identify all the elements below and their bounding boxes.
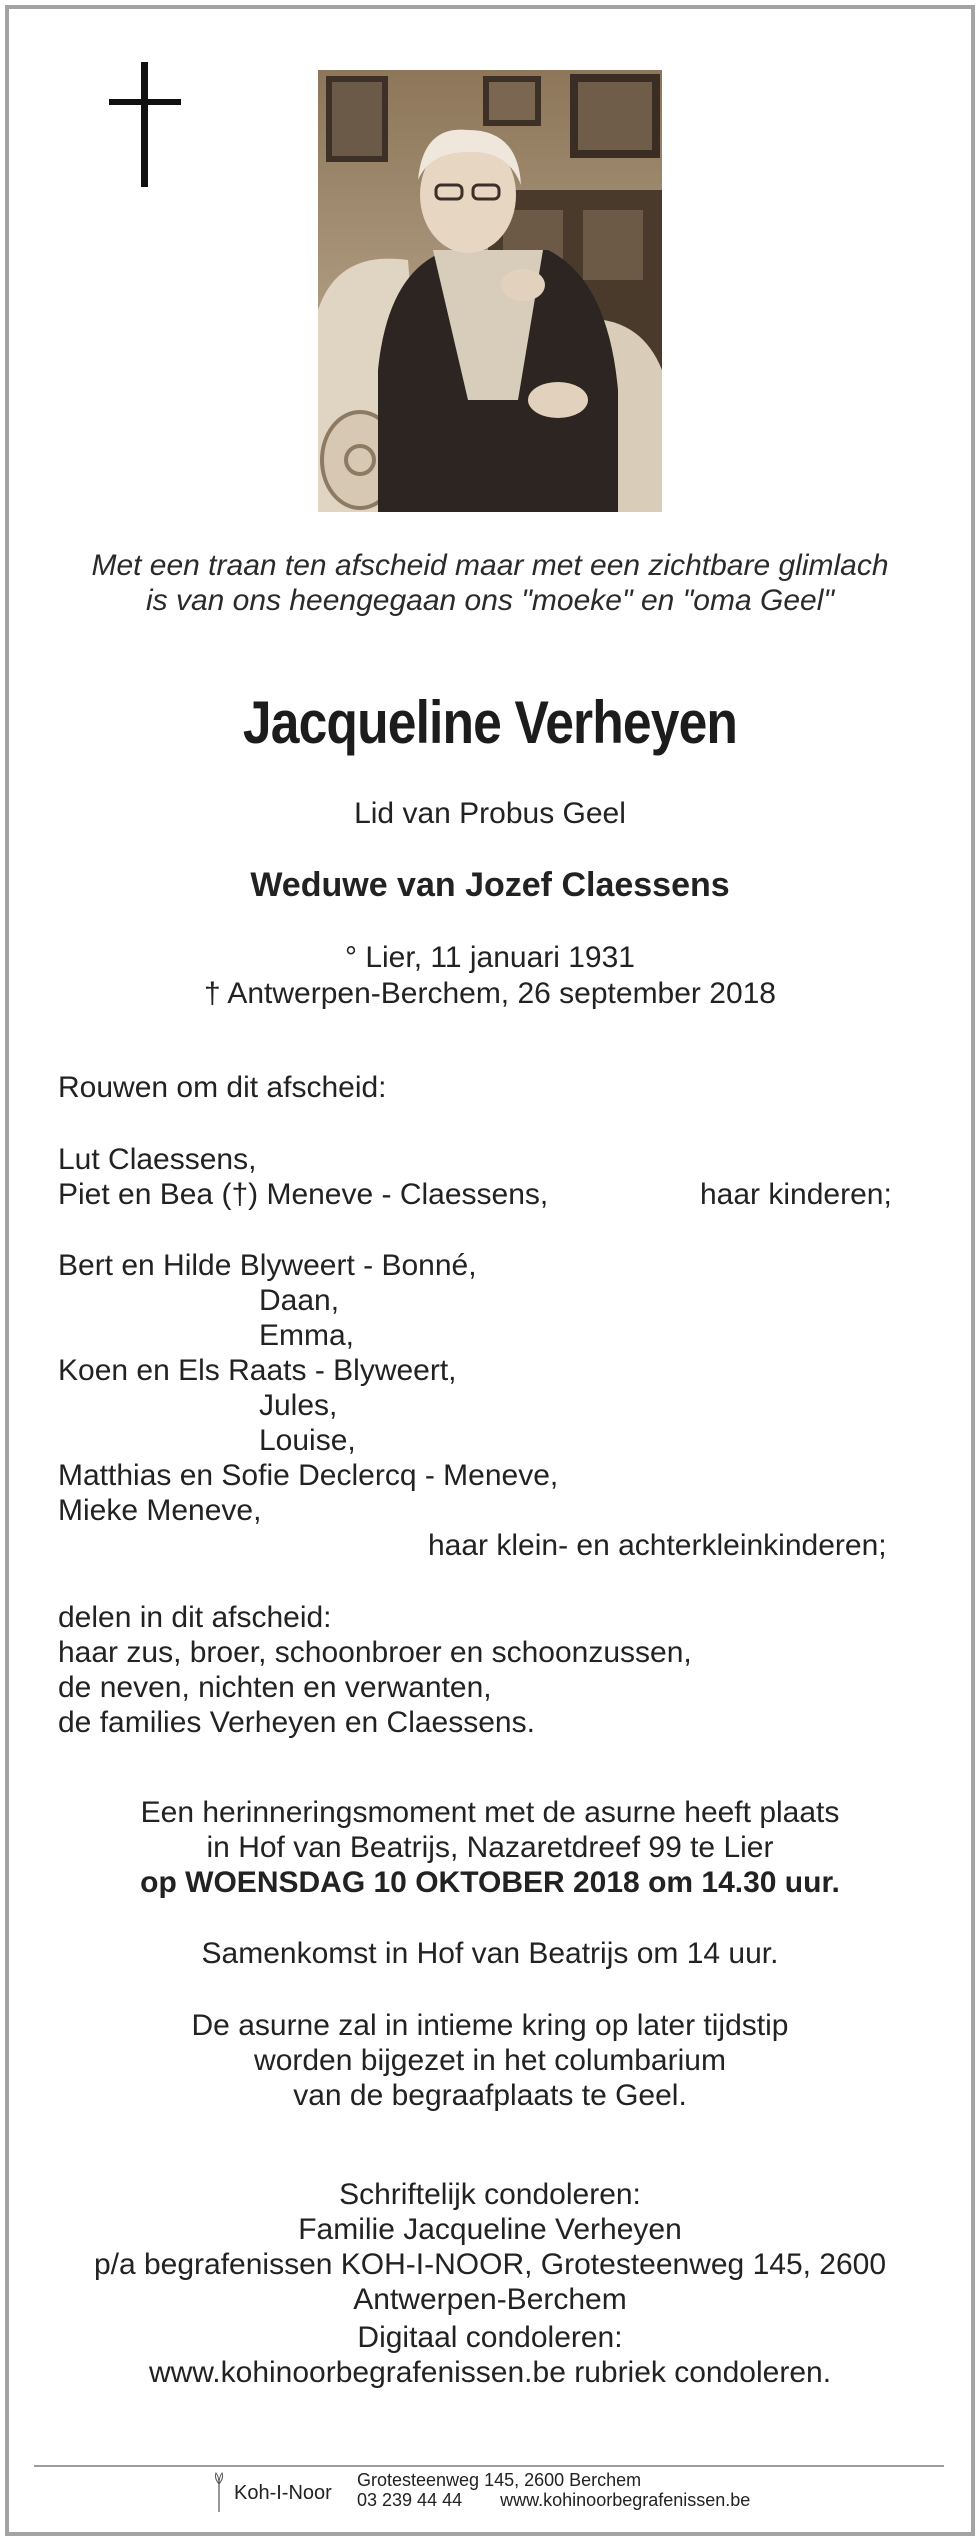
epigraph-line-1: Met een traan ten afscheid maar met een zichtbare glimlach	[91, 549, 889, 582]
flower-icon	[212, 2472, 226, 2512]
ceremony-line-1: Een herinneringsmoment met de asurne heeft plaats	[140, 1796, 840, 1829]
cross-icon	[105, 62, 185, 187]
grandchild-2: Daan,	[259, 1284, 340, 1317]
ceremony-line-2: in Hof van Beatrijs, Nazaretdreef 99 te Lier	[206, 1831, 774, 1864]
grandchildren-role: haar klein- en achterkleinkinderen;	[428, 1529, 887, 1562]
written-title: Schriftelijk condoleren:	[339, 2178, 641, 2211]
grandchild-1: Bert en Hilde Blyweert - Bonné,	[58, 1249, 477, 1282]
death-date: † Antwerpen-Berchem, 26 september 2018	[203, 977, 776, 1010]
footer-address: Grotesteenweg 145, 2600 Berchem	[357, 2470, 642, 2490]
written-condolences	[0, 2177, 980, 2317]
others-1: haar zus, broer, schoonbroer en schoonzussen,	[58, 1636, 692, 1669]
footer-contact	[357, 2470, 750, 2520]
written-address-1: p/a begrafenissen KOH-I-NOOR, Grotesteenweg 145, 2600	[93, 2248, 887, 2281]
epigraph	[0, 548, 980, 618]
widow-of: Weduwe van Jozef Claessens	[250, 866, 730, 904]
child-1: Lut Claessens,	[58, 1143, 257, 1176]
footer-brand-name: Koh-I-Noor	[234, 2482, 332, 2504]
epigraph-line-2: is van ons heengegaan ons "moeke" en "oma Geel"	[145, 584, 835, 617]
gathering-info: Samenkomst in Hof van Beatrijs om 14 uur.	[201, 1937, 779, 1970]
child-2: Piet en Bea (†) Meneve - Claessens,	[58, 1178, 549, 1211]
digital-condolences	[0, 2320, 980, 2390]
digital-title: Digitaal condoleren:	[357, 2321, 623, 2354]
membership: Lid van Probus Geel	[354, 797, 626, 830]
footer-website: www.kohinoorbegrafenissen.be	[500, 2490, 751, 2510]
urn-info	[0, 2008, 980, 2113]
written-name: Familie Jacqueline Verheyen	[298, 2213, 682, 2246]
written-address-2: Antwerpen-Berchem	[353, 2283, 627, 2316]
ceremony-date: op WOENSDAG 10 OKTOBER 2018 om 14.30 uur.	[140, 1866, 840, 1899]
life-dates	[0, 940, 980, 1012]
deceased-name: Jacqueline Verheyen	[242, 689, 738, 756]
birth-date: ° Lier, 11 januari 1931	[345, 941, 635, 974]
urn-line-1: De asurne zal in intieme kring op later tijdstip	[191, 2009, 789, 2042]
grandchild-5: Jules,	[259, 1389, 338, 1422]
mourners-intro: Rouwen om dit afscheid:	[58, 1071, 387, 1104]
digital-text: www.kohinoorbegrafenissen.be rubriek condoleren.	[148, 2356, 832, 2389]
portrait-photo	[318, 70, 662, 512]
ceremony-info	[0, 1795, 980, 1900]
grandchild-3: Emma,	[259, 1319, 355, 1352]
others-intro: delen in dit afscheid:	[58, 1601, 332, 1634]
footer-phone: 03 239 44 44	[357, 2490, 463, 2510]
grandchild-6: Louise,	[259, 1424, 356, 1457]
footer-divider	[34, 2465, 944, 2467]
urn-line-2: worden bijgezet in het columbarium	[254, 2044, 726, 2077]
grandchild-4: Koen en Els Raats - Blyweert,	[58, 1354, 457, 1387]
grandchild-7: Matthias en Sofie Declercq - Meneve,	[58, 1459, 559, 1492]
children-role: haar kinderen;	[700, 1178, 892, 1211]
grandchild-8: Mieke Meneve,	[58, 1494, 262, 1527]
others-3: de families Verheyen en Claessens.	[58, 1706, 535, 1739]
others-2: de neven, nichten en verwanten,	[58, 1671, 492, 1704]
urn-line-3: van de begraafplaats te Geel.	[293, 2079, 687, 2112]
